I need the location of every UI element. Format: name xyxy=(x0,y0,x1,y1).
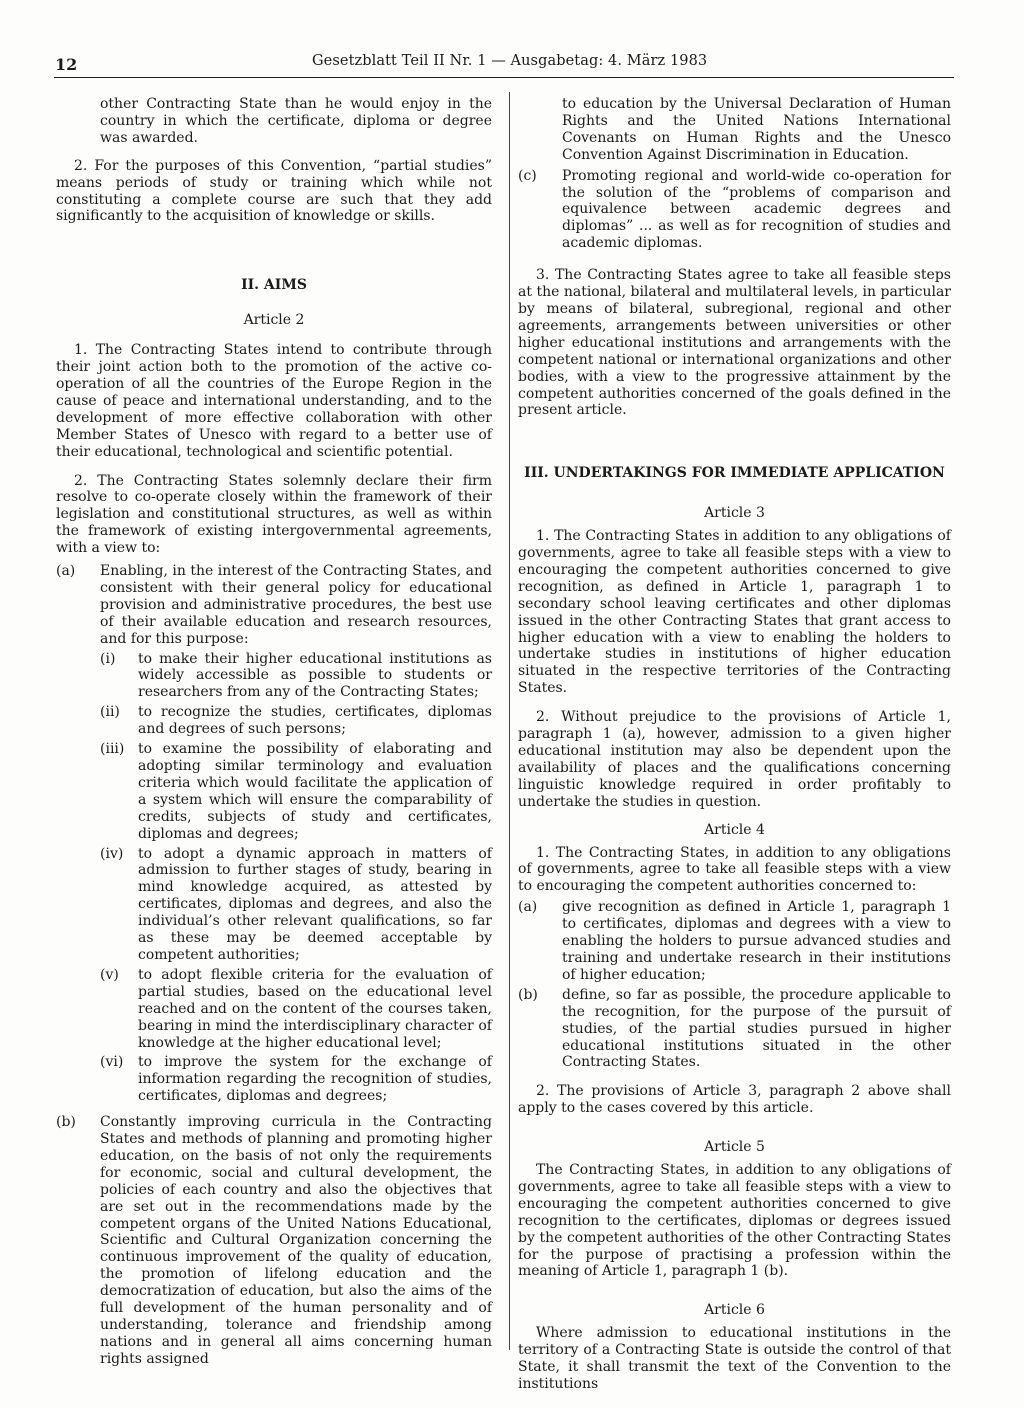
list-item xyxy=(100,741,492,842)
list-item-label: (iii) xyxy=(100,741,125,758)
list-item-text: to adopt a dynamic approach in matters of admission to further stages of study, bearing in mind knowledge acquired, as attested by certificates, diplomas and degrees, and also the individual’s other relevant qualifications, so far as these may be deemed acceptable by competent authorities; xyxy=(138,845,492,963)
list-item-text: to adopt flexible criteria for the evaluation of partial studies, based on the educational level reached and on the content of the courses taken, bearing in mind the interdisciplinary character of knowledge at the higher educational level; xyxy=(138,966,492,1051)
article-5-paragraph: The Contracting States, in addition to any obligations of governments, agree to take all feasible steps with a view to encouraging the competent authorities concerned to give recognition to the certificates, diplomas or degrees issued by the competent authorities of the other Contracting States for the purpose of practising a profession within the meaning of Article 1, paragraph 1 (b). xyxy=(518,1162,951,1280)
article-6-paragraph: Where admission to educational institutions in the territory of a Contracting State is outside the control of that State, it shall transmit the text of the Convention to the institutions xyxy=(518,1325,951,1392)
article-4-paragraph-2: 2. The provisions of Article 3, paragraph 2 above shall apply to the cases covered by this article. xyxy=(518,1083,951,1117)
list-item-text: Constantly improving curricula in the Contracting States and methods of planning and promoting higher education, on the basis of not only the requirements for economic, social and cultural development, the policies of each country and also the objectives that are set out in the recommendations made by the competent organs of the United Nations Educational, Scientific and Cultural Organization concerning the continuous improvement of the quality of education, the promotion of lifelong education and the democratization of education, but also the aims of the full development of the human personality and of understanding, tolerance and friendship among nations and in general all aims concerning human rights assigned xyxy=(100,1114,492,1367)
list-item xyxy=(100,1054,492,1105)
list-item-text: Promoting regional and world-wide co-operation for the solution of the “problems of comparison and equivalence between academic degrees and diplomas” ... as well as for recognition of studies and academic diplomas. xyxy=(562,167,951,252)
list-item-c xyxy=(518,168,951,253)
list-item-label: (b) xyxy=(56,1114,76,1131)
paragraph-partial-studies: 2. For the purposes of this Convention, “partial studies” means periods of study or training which while not constituting a complete course are such that they add significantly to the acquisition of knowledge or skills. xyxy=(56,157,492,225)
list-item-text: Enabling, in the interest of the Contracting States, and consistent with their general policy for educational provision and administrative procedures, the best use of their available education and research resources, and for this purpose: xyxy=(100,563,492,647)
header-rule xyxy=(54,77,954,78)
article-4-title: Article 4 xyxy=(704,821,765,838)
column-divider xyxy=(509,92,510,1350)
article-2-title: Article 2 xyxy=(243,312,305,329)
section-title-undertakings: III. UNDERTAKINGS FOR IMMEDIATE APPLICATION xyxy=(524,465,945,482)
sub-item-list xyxy=(56,651,492,1106)
list-item-label: (v) xyxy=(100,966,119,983)
article-2-paragraph-3: 3. The Contracting States agree to take all feasible steps at the national, bilateral and multilateral levels, in particular by means of bilateral, subregional, regional and other agreements, arrangements between universities or other higher educational institutions and arrangements with the competent national or international organizations and other bodies, with a view to the progressive attainment by the competent authorities concerned of the goals defined in the present article. xyxy=(518,267,951,419)
list-item-label: (i) xyxy=(100,650,116,667)
list-item xyxy=(518,899,951,984)
running-head: Gesetzblatt Teil II Nr. 1 — Ausgabetag: 4. März 1983 xyxy=(312,53,708,69)
list-item xyxy=(100,846,492,964)
list-item xyxy=(100,967,492,1052)
section-title-aims: II. AIMS xyxy=(241,277,307,294)
left-column xyxy=(56,96,492,1368)
article-6-title: Article 6 xyxy=(704,1302,765,1319)
list-item xyxy=(100,651,492,702)
list-item-label: (ii) xyxy=(100,704,120,721)
article-5-title: Article 5 xyxy=(704,1139,765,1156)
article-2-paragraph-2: 2. The Contracting States solemnly declare their firm resolve to co-operate closely within the framework of their legislation and constitutional structures, as well as within the framework of existing intergovernmental agreements, with a view to: xyxy=(56,472,492,557)
list-item-text: to recognize the studies, certificates, diplomas and degrees of such persons; xyxy=(138,704,492,738)
article-3-paragraph-2: 2. Without prejudice to the provisions of Article 1, paragraph 1 (a), however, admission to a given higher educational institution may also be dependent upon the availability of places and the qualifications concerning linguistic knowledge required in order profitably to undertake the studies in question. xyxy=(518,709,951,810)
list-item-label: (iv) xyxy=(100,845,124,862)
continued-paragraph: other Contracting State than he would enjoy in the country in which the certificate, diploma or degree was awarded. xyxy=(100,96,492,146)
right-column xyxy=(518,96,951,1393)
article-3-title: Article 3 xyxy=(704,505,765,522)
list-item xyxy=(518,987,951,1072)
article-4-paragraph-1: 1. The Contracting States, in addition to any obligations of governments, agree to take all feasible steps with a view to encouraging the competent authorities concerned to: xyxy=(518,844,951,895)
list-item-text: to examine the possibility of elaborating and adopting similar terminology and evaluation criteria which would facilitate the application of a system which will ensure the comparability of credits, subjects of study and certificates, diplomas and degrees; xyxy=(138,741,492,842)
list-item-label: (vi) xyxy=(100,1054,124,1071)
page-number: 12 xyxy=(55,55,78,74)
continued-list-item-b: to education by the Universal Declaration of Human Rights and the United Nations International Covenants on Human Rights and the Unesco Convention Against Discrimination in Education. xyxy=(562,96,951,163)
list-item-text: give recognition as defined in Article 1, paragraph 1 to certificates, diplomas and degrees with a view to enabling the holders to pursue advanced studies and training and undertake research in their institutions of higher education; xyxy=(562,899,951,983)
list-item-a xyxy=(56,563,492,648)
article-2-paragraph-1: 1. The Contracting States intend to contribute through their joint action both to the promotion of the active co-operation of all the countries of the Europe Region in the cause of peace and international understanding, and to the development of more effective collaboration with other Member States of Unesco with regard to a better use of their educational, technological and scientific potential. xyxy=(56,342,492,460)
article-3-paragraph-1: 1. The Contracting States in addition to any obligations of governments, agree to take all feasible steps with a view to encouraging the competent authorities concerned to give recognition, as defined in Article 1, paragraph 1 to secondary school leaving certificates and other diplomas issued in the other Contracting States that grant access to higher education with a view to enabling the holders to undertake studies in institutions of higher education situated in the respective territories of the Contracting States. xyxy=(518,528,951,697)
list-item-label: (b) xyxy=(518,986,538,1003)
list-item-b xyxy=(56,1114,492,1368)
list-item-label: (a) xyxy=(56,563,76,580)
list-item-label: (c) xyxy=(518,167,537,184)
list-item-text: to make their higher educational institutions as widely accessible as possible to students or researchers from any of the Contracting States; xyxy=(138,650,492,701)
list-item-text: to improve the system for the exchange of information regarding the recognition of studies, certificates, diplomas and degrees; xyxy=(138,1054,492,1105)
list-item-label: (a) xyxy=(518,899,538,916)
list-item xyxy=(100,704,492,738)
list-item-text: define, so far as possible, the procedure applicable to the recognition, for the purpose of the pursuit of studies, of the partial studies pursued in higher educational institutions situated in the other Contracting States. xyxy=(562,986,951,1071)
